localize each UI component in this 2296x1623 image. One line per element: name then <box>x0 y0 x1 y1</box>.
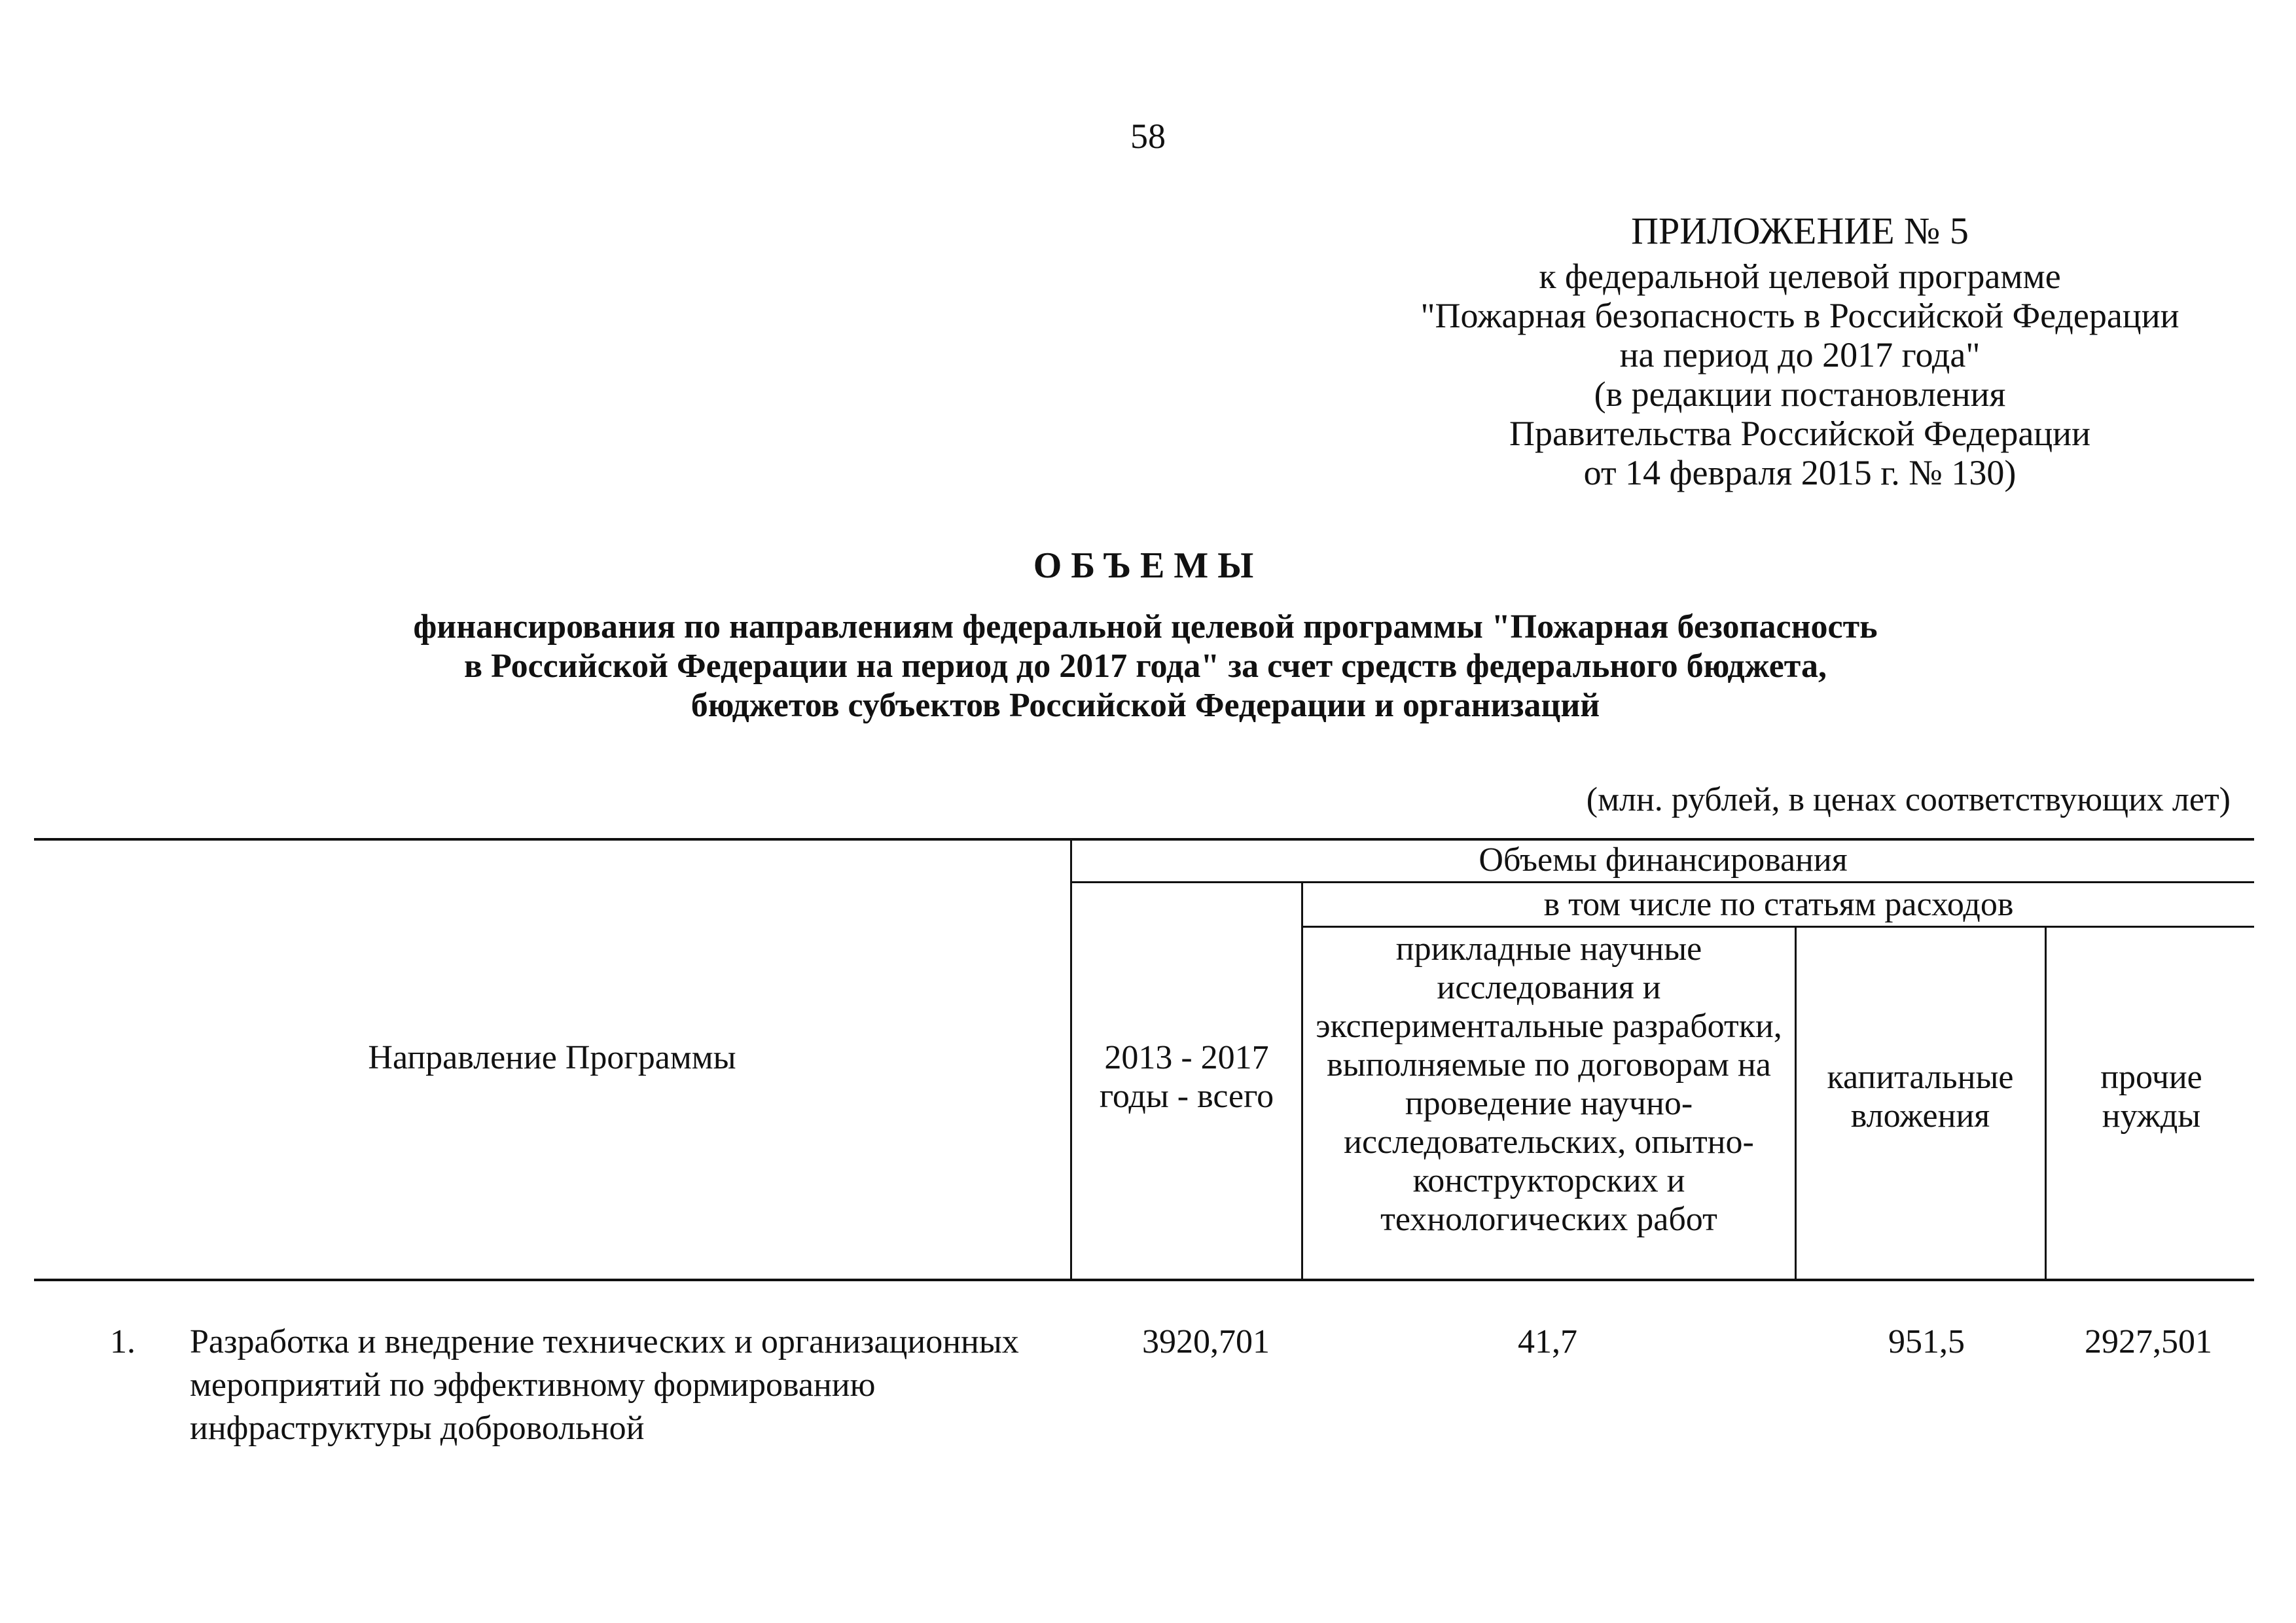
row-total: 3920,701 <box>1142 1323 1270 1360</box>
vline-total <box>1301 881 1303 1281</box>
page-number: 58 <box>1130 117 1166 156</box>
appendix-line: Правительства Российской Федерации <box>1509 414 2090 453</box>
appendix-line: на период до 2017 года" <box>1619 335 1981 374</box>
row-direction: Разработка и внедрение технических и организационных мероприятий по эффективному формированию инфраструктуры добровольной <box>190 1323 1019 1447</box>
subtitle-line: в Российской Федерации на период до 2017 года" за счет средств федерального бюджета, <box>464 647 1827 685</box>
header-rnd: прикладные научные исследования и экспериментальные разработки, выполняемые по договорам на проведение научно-исследовательских, опытно-конструкторских и технологических работ <box>1316 930 1782 1238</box>
subtitle-line: финансирования по направлениям федеральной целевой программы "Пожарная безопасность <box>413 608 1878 646</box>
appendix-line: (в редакции постановления <box>1594 374 2006 414</box>
header-capital: капитальные вложения <box>1827 1059 2014 1135</box>
units-note: (млн. рублей, в ценах соответствующих лет) <box>1586 781 2231 818</box>
vline-direction <box>1070 838 1072 1281</box>
subtitle-line: бюджетов субъектов Российской Федерации и организаций <box>691 687 1600 724</box>
rule-under-funding-volumes <box>1070 881 2254 883</box>
row-rnd: 41,7 <box>1518 1323 1577 1360</box>
appendix-line: "Пожарная безопасность в Российской Федерации <box>1420 296 2179 335</box>
header-by-expense: в том числе по статьям расходов <box>1543 886 2014 923</box>
header-other: прочие нужды <box>2100 1059 2202 1135</box>
header-total: 2013 - 2017 годы - всего <box>1099 1039 1274 1115</box>
document-title: ОБЪЕМЫ <box>1033 545 1263 586</box>
rule-under-by-expense <box>1301 926 2254 928</box>
vline-capital <box>2045 926 2047 1281</box>
row-capital: 951,5 <box>1888 1323 1965 1360</box>
header-funding-volumes: Объемы финансирования <box>1479 841 1848 879</box>
vline-rnd <box>1795 926 1797 1281</box>
table-header-bottom-rule <box>34 1279 2254 1281</box>
row-other: 2927,501 <box>2085 1323 2212 1360</box>
appendix-line: от 14 февраля 2015 г. № 130) <box>1583 453 2017 492</box>
appendix-block <box>1335 208 2265 492</box>
header-direction: Направление Программы <box>368 1039 736 1076</box>
document-subtitle <box>196 608 2094 725</box>
appendix-title: ПРИЛОЖЕНИЕ № 5 <box>1631 210 1969 252</box>
appendix-line: к федеральной целевой программе <box>1539 257 2061 296</box>
row-number: 1. <box>110 1323 135 1360</box>
